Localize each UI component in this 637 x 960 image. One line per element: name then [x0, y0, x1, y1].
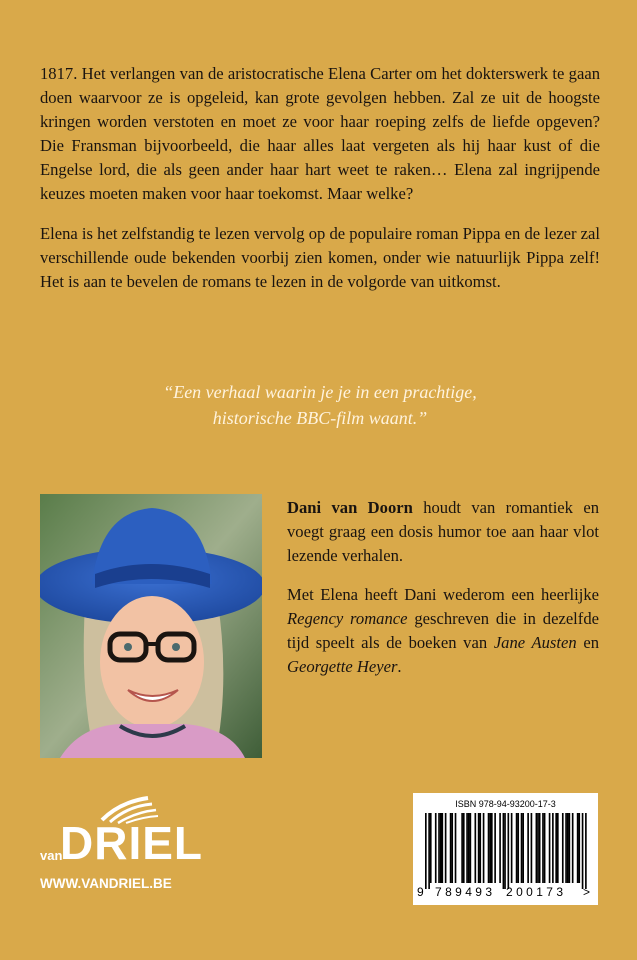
- barcode-bar: [521, 813, 523, 883]
- isbn-quiet-marker: >: [583, 885, 591, 899]
- bio-p2-end: .: [397, 657, 402, 676]
- author-ref-2: Georgette Heyer: [287, 657, 398, 676]
- barcode-bar: [565, 813, 567, 883]
- isbn-lead-digit: 9: [417, 885, 424, 899]
- barcode-bar: [569, 813, 571, 883]
- publisher-name: DRIEL: [60, 817, 203, 869]
- barcode-bar: [555, 813, 557, 883]
- barcode-bar: [511, 813, 513, 883]
- genre-title: Regency romance: [287, 609, 408, 628]
- barcode-bar: [435, 813, 437, 883]
- barcode-bar: [466, 813, 468, 883]
- barcode-bar: [585, 813, 587, 889]
- quote-line-1: “Een verhaal waarin je je in een prachtige,: [163, 382, 477, 402]
- barcode-bar: [508, 813, 510, 889]
- barcode-bar: [544, 813, 546, 883]
- author-bio: [287, 496, 599, 694]
- barcode-bar: [537, 813, 539, 883]
- barcode-bar: [557, 813, 559, 883]
- barcode-bar: [552, 813, 554, 883]
- barcode-bar: [425, 813, 427, 889]
- publisher-prefix: van: [40, 848, 63, 863]
- barcode-bar: [499, 813, 501, 883]
- isbn-barcode: [413, 793, 598, 905]
- barcode-bar: [488, 813, 490, 883]
- barcode-bar: [450, 813, 452, 883]
- barcode-bar: [440, 813, 442, 883]
- barcode-bar: [483, 813, 485, 883]
- barcode-bar: [470, 813, 472, 883]
- isbn-group-1: 789493: [435, 885, 496, 899]
- barcode-bar: [461, 813, 463, 883]
- author-portrait-image: [40, 494, 262, 758]
- barcode-bar: [503, 813, 505, 889]
- author-photo: [40, 494, 262, 758]
- barcode-bar: [489, 813, 491, 883]
- barcode-bar: [572, 813, 574, 883]
- author-name: Dani van Doorn: [287, 498, 413, 517]
- barcode-bar: [562, 813, 564, 883]
- bio-paragraph-2: [287, 583, 599, 679]
- barcode-bar: [455, 813, 457, 883]
- barcode-bar: [516, 813, 518, 883]
- bio-p2-b: geschreven die in dezelfde tijd speelt als de boeken van: [287, 609, 599, 652]
- isbn-label: ISBN 978-94-93200-17-3: [455, 799, 556, 809]
- publisher-logo: [40, 790, 203, 900]
- barcode-bar: [494, 813, 496, 883]
- barcode-bar: [549, 813, 551, 883]
- barcode-bar: [527, 813, 529, 883]
- barcode-bar: [475, 813, 477, 883]
- barcode-bar: [491, 813, 493, 883]
- bio-p1-text: houdt van romantiek en voegt graag een dosis humor toe aan haar vlot lezende verhalen.: [287, 498, 599, 565]
- barcode-bar: [582, 813, 584, 889]
- barcode-bar: [567, 813, 569, 883]
- blurb-paragraph-1: 1817. Het verlangen van de aristocratische Elena Carter om het dokterswerk te gaan doen waarvoor ze is opgeleid, kan grote gevolgen hebben. Zal ze uit de hoogste kringen worden verstoten en moet ze voor haar roeping zelfs de liefde opgeven? Die Fransman bijvoorbeeld, die haar alles laat vergeten als hij haar kust of die Engelse lord, die als geen ander haar hart weet te raken… Elena zal ingrijpende keuzes moeten maken voor haar toekomst. Maar welke?: [40, 64, 600, 203]
- barcode-bar: [451, 813, 453, 883]
- barcode-bar: [463, 813, 465, 883]
- bio-p2-a: Met Elena heeft Dani wederom een heerlijke: [287, 585, 599, 604]
- barcode-bar: [517, 813, 519, 883]
- barcode-bar: [445, 813, 447, 883]
- bio-p2-c: en: [576, 633, 599, 652]
- barcode-bar: [468, 813, 470, 883]
- publisher-url: WWW.VANDRIEL.BE: [40, 876, 172, 891]
- isbn-group-2: 200173: [506, 885, 567, 899]
- barcode-bar: [536, 813, 538, 883]
- barcode-bar: [578, 813, 580, 883]
- bio-paragraph-1: [287, 496, 599, 568]
- barcode-bar: [438, 813, 440, 883]
- barcode-bar: [442, 813, 444, 883]
- quote-line-2: historische BBC-film waant.”: [212, 408, 428, 428]
- review-quote: [40, 379, 600, 431]
- barcode-bar: [542, 813, 544, 883]
- barcode-bar: [539, 813, 541, 883]
- barcode-bar: [428, 813, 430, 889]
- barcode-bar: [531, 813, 533, 883]
- barcode-bar: [479, 813, 481, 883]
- barcode-bar: [478, 813, 480, 883]
- barcode-bar: [577, 813, 579, 883]
- barcode-bar: [504, 813, 506, 889]
- back-cover-blurb: [40, 62, 600, 310]
- blurb-paragraph-2: Elena is het zelfstandig te lezen vervolg op de populaire roman Pippa en de lezer zal verschillende oude bekenden voorbij zien komen, onder wie natuurlijk Pippa zelf! Het is aan te bevelen de romans te lezen in de volgorde van uitkomst.: [40, 224, 600, 291]
- barcode-bar: [522, 813, 524, 883]
- author-ref-1: Jane Austen: [493, 633, 577, 652]
- barcode-bar: [430, 813, 432, 883]
